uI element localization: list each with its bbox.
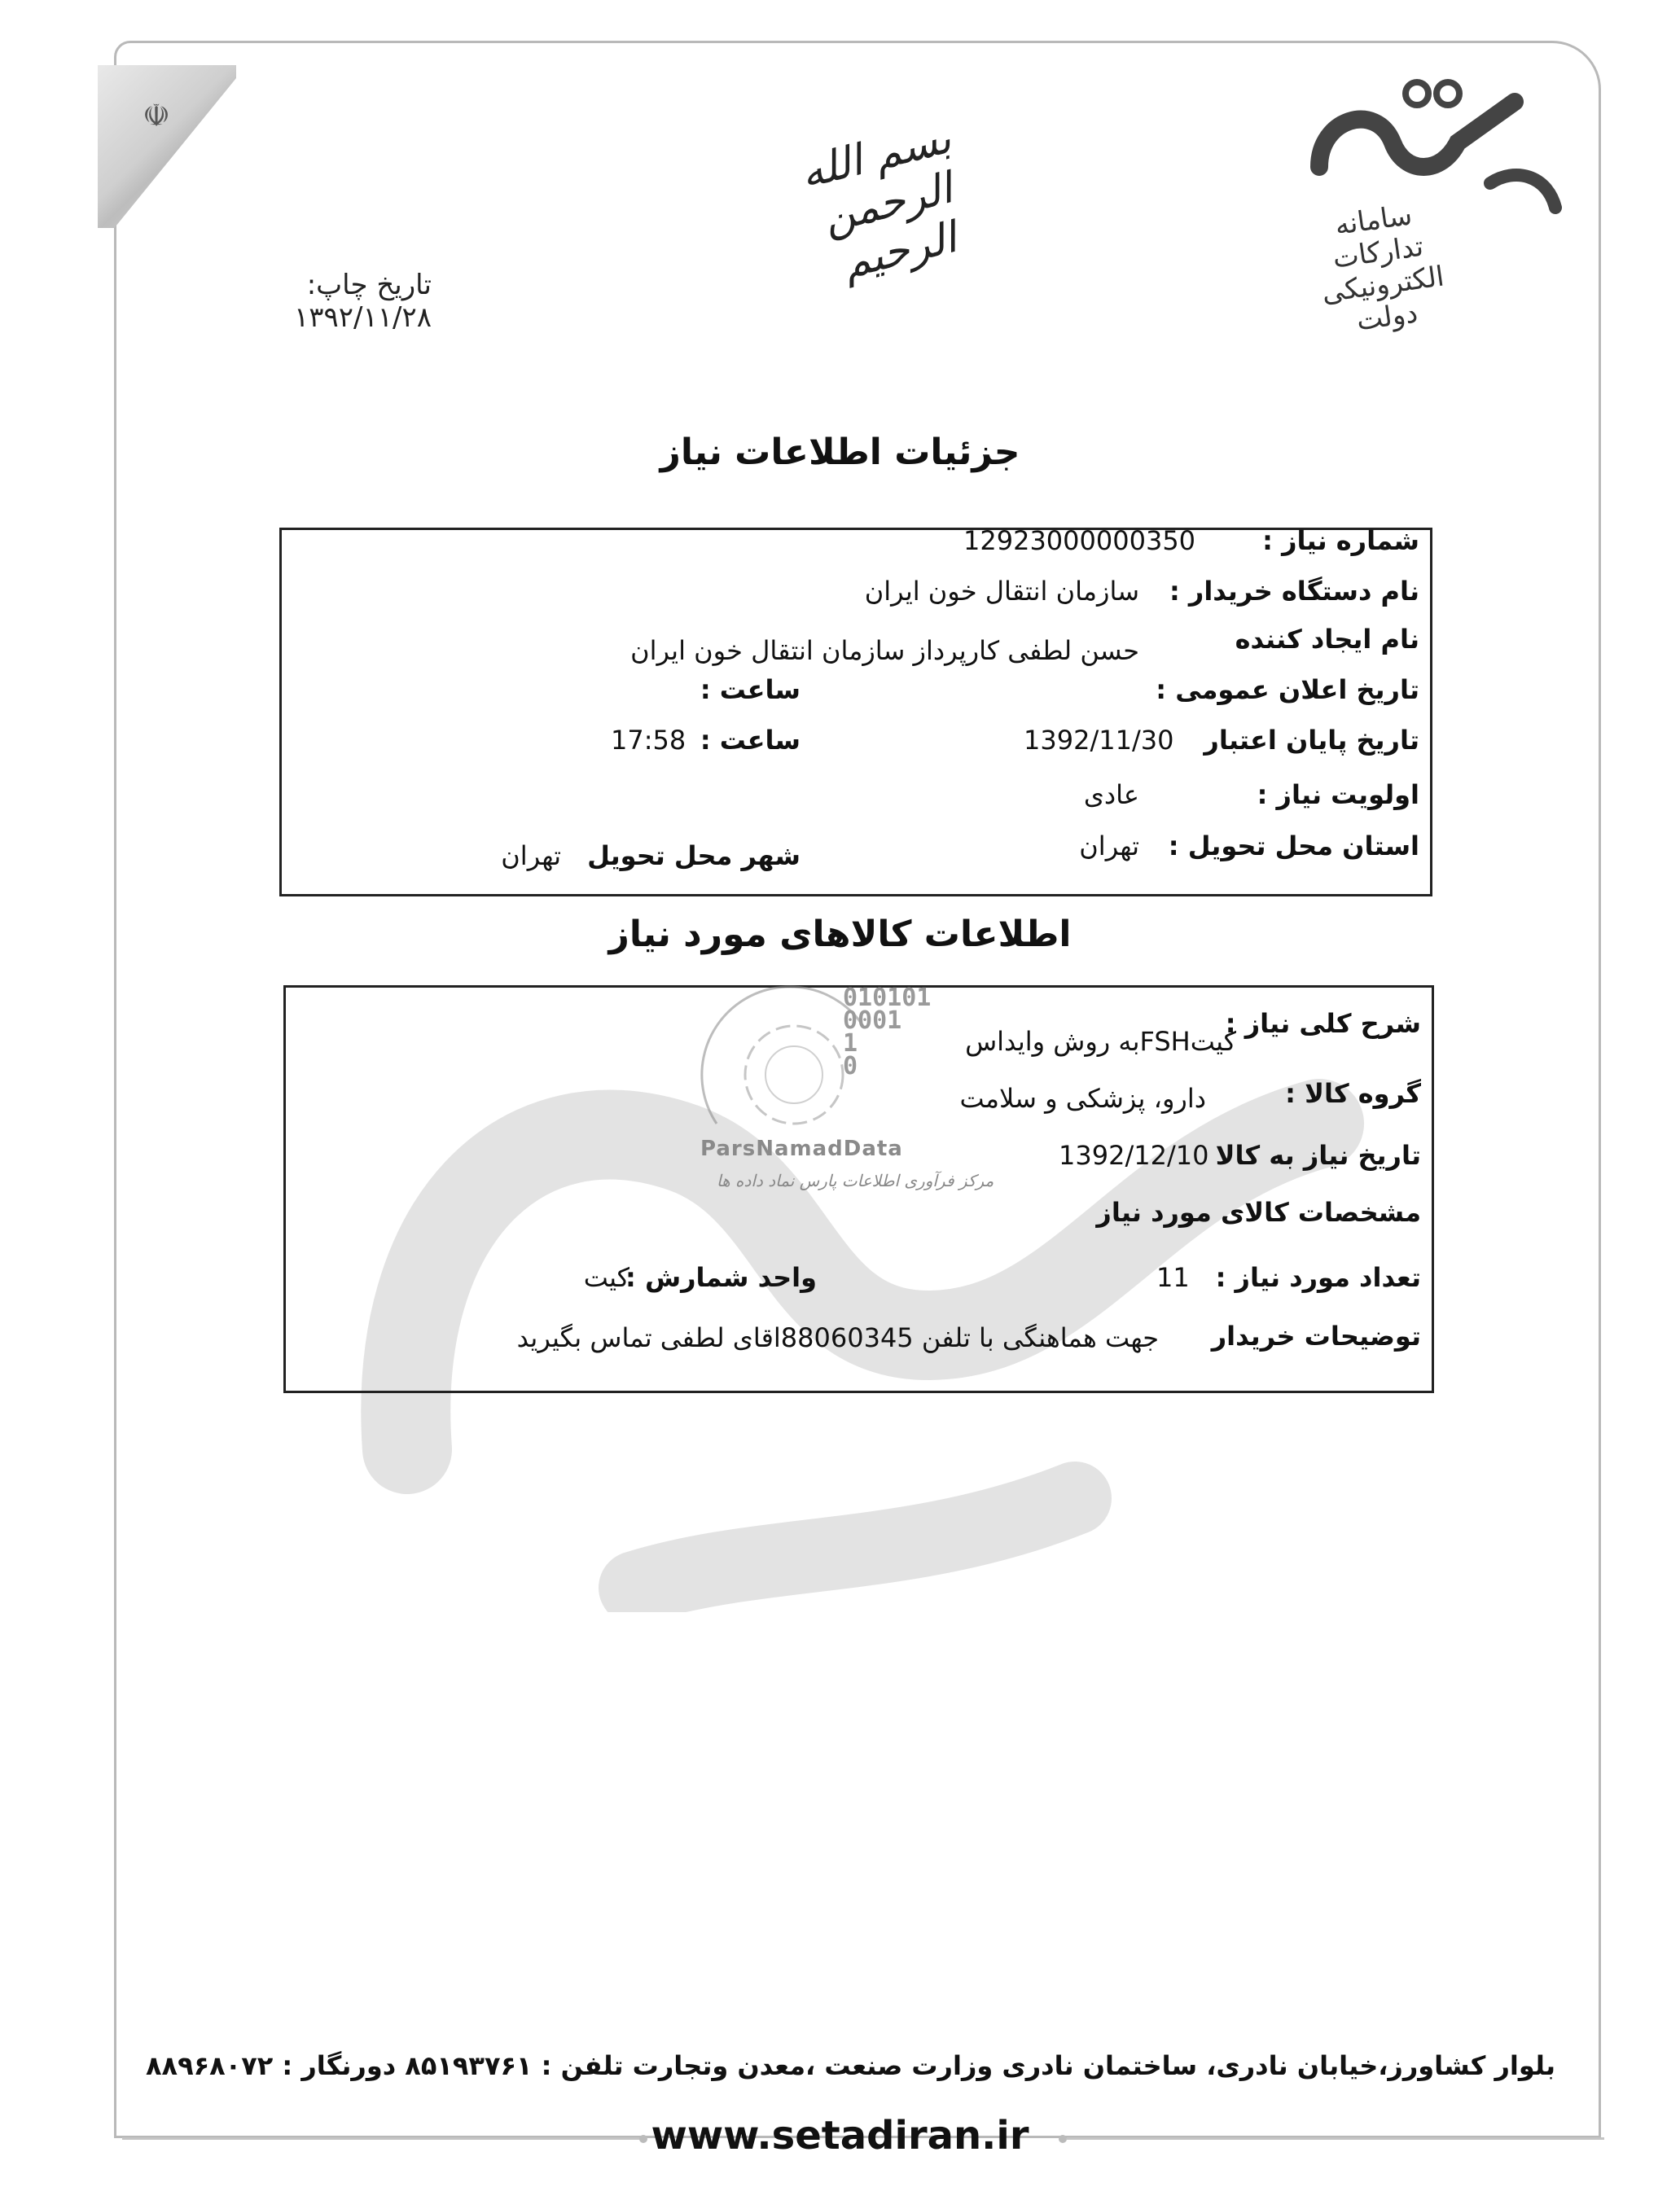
print-date bbox=[163, 269, 432, 334]
priority-value: عادی bbox=[1083, 779, 1139, 810]
creator-value: حسن لطفی کارپرداز سازمان انتقال خون ایران bbox=[630, 635, 1139, 666]
stamp-digits: 010101 0001 1 0 bbox=[843, 984, 932, 1080]
print-date-value: ۱۳۹۲/۱۱/۲۸ bbox=[293, 301, 432, 334]
need-number-label: شماره نیاز : bbox=[1262, 525, 1419, 556]
desc-label: شرح کلی نیاز : bbox=[1225, 1008, 1421, 1039]
flag-emblem-icon: ☫ bbox=[143, 98, 171, 134]
buyer-value: سازمان انتقال خون ایران bbox=[864, 576, 1139, 607]
deadline-label: تاریخ پایان اعتبار bbox=[1204, 725, 1419, 756]
need-date-value: 1392/12/10 bbox=[1059, 1140, 1209, 1171]
province-label: استان محل تحویل : bbox=[1168, 831, 1419, 861]
footer-address: بلوار کشاورز،خیابان نادری، ساختمان نادری وزارت صنعت ،معدن وتجارت تلفن : ۸۵۱۹۳۷۶۱ دورنگار : ۸۸۹۶۸۰۷۲ bbox=[146, 2050, 1555, 2081]
group-label: گروه کالا : bbox=[1285, 1078, 1421, 1109]
stamp-name: ParsNamadData bbox=[700, 1137, 903, 1161]
city-value: تهران bbox=[501, 840, 561, 871]
parsnamad-stamp-icon bbox=[668, 977, 1010, 1140]
need-date-label: تاریخ نیاز به کالا bbox=[1215, 1140, 1421, 1171]
unit-value: کیت bbox=[583, 1262, 629, 1293]
footer-url[interactable]: www.setadiran.ir bbox=[651, 2113, 1029, 2159]
buyer-notes-value: جهت هماهنگی با تلفن 88060345اقای لطفی تماس بگیرید bbox=[516, 1322, 1159, 1353]
city-label: شهر محل تحویل bbox=[587, 840, 801, 871]
qty-value: 11 bbox=[1156, 1262, 1190, 1293]
unit-label: واحد شمارش : bbox=[625, 1262, 817, 1293]
group-value: دارو، پزشکی و سلامت bbox=[959, 1083, 1206, 1114]
buyer-notes-label: توضیحات خریدار bbox=[1211, 1321, 1421, 1352]
goods-info-title: اطلاعات کالاهای مورد نیاز bbox=[608, 914, 1072, 955]
print-date-label: تاریخ چاپ: bbox=[306, 269, 432, 301]
qty-label: تعداد مورد نیاز : bbox=[1215, 1262, 1421, 1293]
deadline-date: 1392/11/30 bbox=[1024, 725, 1174, 756]
deadline-time: 17:58 bbox=[611, 725, 686, 756]
logo-text: سامانه تدارکات الکترونیکی دولت bbox=[1319, 199, 1446, 338]
announce-date-label: تاریخ اعلان عمومی : bbox=[1156, 674, 1419, 705]
deadline-time-label: ساعت : bbox=[700, 725, 801, 756]
priority-label: اولویت نیاز : bbox=[1257, 779, 1419, 810]
desc-value: کیتFSHبه روش وایداس bbox=[965, 1026, 1236, 1057]
specs-label: مشخصات کالای مورد نیاز bbox=[1096, 1197, 1421, 1228]
creator-label: نام ایجاد کننده bbox=[1235, 624, 1419, 655]
basmala: بسم الله الرحمن الرحیم bbox=[796, 114, 962, 289]
need-details-title: جزئیات اطلاعات نیاز bbox=[660, 432, 1020, 473]
buyer-label: نام دستگاه خریدار : bbox=[1169, 576, 1419, 607]
province-value: تهران bbox=[1079, 831, 1139, 861]
need-number-value: 12923000000350 bbox=[963, 525, 1196, 556]
stamp-subtitle: مرکز فرآوری اطلاعات پارس نماد داده ها bbox=[717, 1171, 994, 1190]
announce-time-label: ساعت : bbox=[700, 674, 801, 705]
